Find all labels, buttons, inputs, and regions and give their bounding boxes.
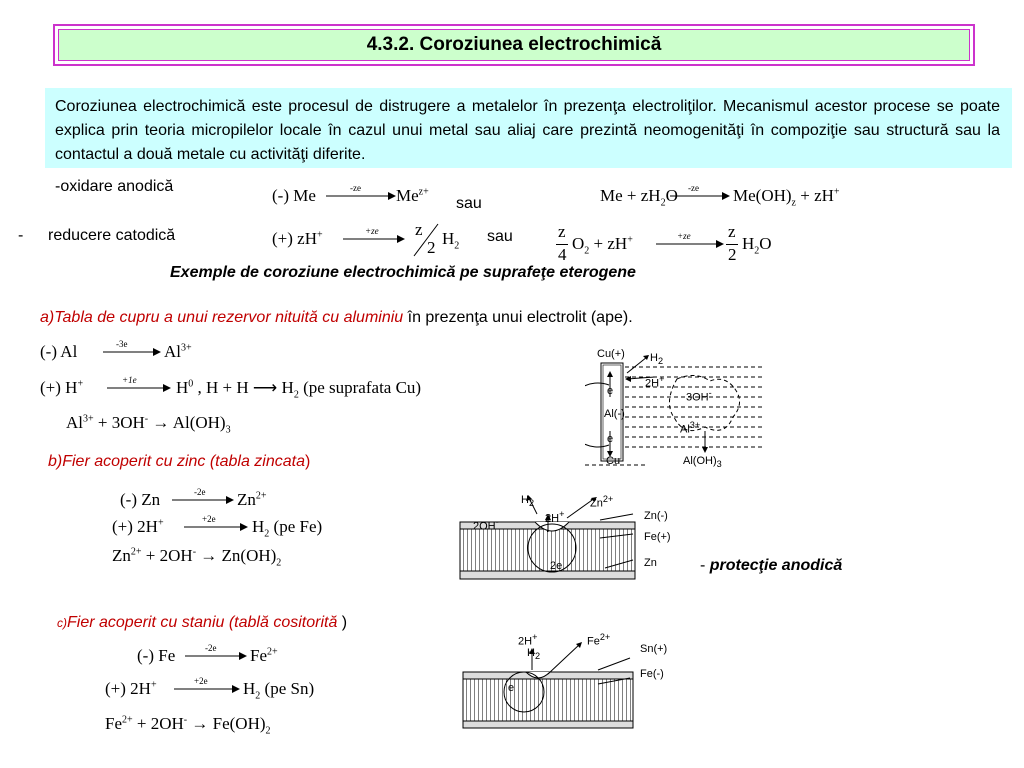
- eq-red2-product: $H_2O$: [742, 234, 772, 257]
- diag-a-cu-plus: Cu(+): [597, 348, 625, 360]
- diag-c-e: e: [508, 682, 515, 694]
- diag-b-2e: 2e: [550, 560, 563, 572]
- diagram-zn-fe: [455, 488, 645, 590]
- diag-c-fe-minus: Fe(-): [640, 668, 664, 680]
- eq-b2: (+) 2H+: [112, 517, 164, 536]
- eq-oxidation-1: (-) Me: [272, 186, 316, 205]
- diag-a-aloh: $Al(OH)_3$: [683, 455, 722, 470]
- title-frame: [53, 24, 975, 66]
- eq-b1: (-) Zn: [120, 490, 161, 509]
- eq-c1-arrow-label: -2e: [205, 643, 217, 653]
- examples-heading: Exemple de coroziune electrochimică pe suprafeţe eterogene: [170, 264, 636, 281]
- eq-a1-product: $Al^{3+}$: [164, 342, 192, 361]
- cathodic-label: reducere catodică: [48, 227, 176, 244]
- diag-b-fe-plus: Fe(+): [644, 531, 671, 543]
- eq-red2-num1: z: [558, 222, 566, 241]
- eq-b2-arrow-label: +2e: [202, 514, 216, 524]
- diag-b-2h: 2H+: [545, 509, 565, 525]
- eq-red2-den1: 4: [558, 245, 567, 264]
- eq-a2-arrow: [107, 382, 171, 394]
- eq-red1-product: $H_2$: [442, 229, 460, 252]
- diag-b-zn2: $Zn^{2+}$: [590, 494, 614, 510]
- anodic-label: -oxidare anodică: [55, 178, 174, 195]
- eq-red2-num2: z: [728, 222, 736, 241]
- diag-a-h2: $H_2$: [650, 352, 664, 367]
- diag-a-al-minus: Al(-): [604, 408, 625, 420]
- eq-red2-den2: 2: [728, 245, 737, 264]
- diag-b-oh: 2OH-: [473, 517, 499, 533]
- diag-a-2h: 2H+: [645, 374, 665, 390]
- eq-ox2-arrow: [670, 190, 730, 202]
- eq-ox1-arrow: [326, 190, 396, 202]
- anodic-protection: - protecţie anodică: [700, 557, 843, 574]
- eq-red2-reactants: $O_2 + zH^+$: [572, 234, 633, 257]
- eq-b1-arrow-label: -2e: [194, 487, 206, 497]
- eq-reduction-1: (+) zH+: [272, 229, 323, 248]
- eq-c2-arrow-label: +2e: [194, 676, 208, 686]
- eq-c1-product: $Fe^{2+}$: [250, 646, 278, 665]
- eq-ox1-product: $Me^{z+}$: [396, 186, 429, 205]
- diag-b-zn: Zn: [644, 557, 657, 569]
- diag-a-oh: 3OH-: [686, 388, 712, 404]
- eq-red1-fraction-slash: [412, 222, 442, 258]
- diag-c-fe2: $Fe^{2+}$: [587, 632, 611, 648]
- eq-c2-product: $H_2$ (pe Sn): [243, 679, 315, 702]
- eq-red1-denominator: 2: [427, 238, 436, 257]
- eq-a2: (+) H+: [40, 378, 84, 397]
- diag-c-h2: $H_2$: [527, 647, 541, 662]
- eq-b2-product: $H_2$ (pe Fe): [252, 517, 323, 540]
- diag-a-al3: $Al^{3+}$: [680, 420, 701, 436]
- eq-ox2-arrow-label: -ze: [688, 183, 699, 193]
- section-a-heading: a)Tabla de cupru a unui rezervor nituită cu aluminiu în prezenţa unui electrolit (ape).: [40, 309, 633, 326]
- eq-c1-arrow: [185, 650, 247, 662]
- eq-red1-arrow: [343, 233, 405, 245]
- section-c-heading: c)Fier acoperit cu staniu (tablă cositorită ): [57, 614, 348, 631]
- eq-a1: (-) Al: [40, 342, 78, 361]
- eq-c3: $Fe^{2+} + 2OH^- \to Fe(OH)_2$: [105, 714, 271, 737]
- eq-a2-arrow-label: +1e: [122, 375, 137, 385]
- sau-1: sau: [456, 195, 482, 212]
- eq-ox2-product: $Me(OH)_z + zH^+$: [733, 186, 840, 209]
- eq-b3: $Zn^{2+} + 2OH^- \to Zn(OH)_2$: [112, 546, 282, 569]
- diag-b-zn-minus: Zn(-): [644, 510, 668, 522]
- eq-oxidation-2: $Me + zH_2O$: [600, 186, 678, 209]
- section-b-heading: b)Fier acoperit cu zinc (tabla zincata): [48, 453, 311, 470]
- eq-c2: (+) 2H+: [105, 679, 157, 698]
- intro-paragraph: Coroziunea electrochimică este procesul de distrugere a metalelor în prezenţa electroliţilor. Mecanismul acestor procese se poate explica prin teoria micropilelor locale în cazul unui metal sau aliaj care prezintă neomogenităţi în compoziţie sau structură sau la contactul a două metale cu activităţi diferite.: [45, 88, 1012, 168]
- diagram-sn-fe: [458, 630, 638, 740]
- eq-c2-arrow: [174, 683, 240, 695]
- diag-c-2h: 2H+: [518, 632, 538, 648]
- eq-a1-arrow: [103, 346, 161, 358]
- eq-b1-product: $Zn^{2+}$: [237, 490, 267, 509]
- eq-b2-arrow: [184, 521, 248, 533]
- eq-c1: (-) Fe: [137, 646, 176, 665]
- eq-red2-arrow: [656, 238, 724, 250]
- page-title: 4.3.2. Coroziunea electrochimică: [58, 29, 970, 61]
- diag-a-e-top: e: [607, 385, 614, 397]
- diag-b-h2: $H_2$: [521, 494, 535, 509]
- eq-red1-arrow-label: +ze: [365, 226, 379, 236]
- eq-red2-arrow-label: +ze: [677, 231, 691, 241]
- eq-ox1-arrow-label: -ze: [350, 183, 361, 193]
- eq-a2-product: $H^0$ , H + H ⟶ $H_2$ (pe suprafata Cu): [176, 378, 422, 401]
- eq-red1-numerator: z: [415, 220, 423, 239]
- diag-c-sn-plus: Sn(+): [640, 643, 668, 655]
- eq-a3: $Al^{3+} + 3OH^- \to Al(OH)_3$: [66, 413, 231, 436]
- diag-a-cu-bot: Cu: [606, 455, 621, 467]
- eq-b1-arrow: [172, 494, 234, 506]
- diag-a-e-bot: e: [607, 433, 614, 445]
- cathodic-dash: -: [18, 227, 24, 244]
- sau-2: sau: [487, 228, 513, 245]
- eq-a1-arrow-label: -3e: [116, 339, 128, 349]
